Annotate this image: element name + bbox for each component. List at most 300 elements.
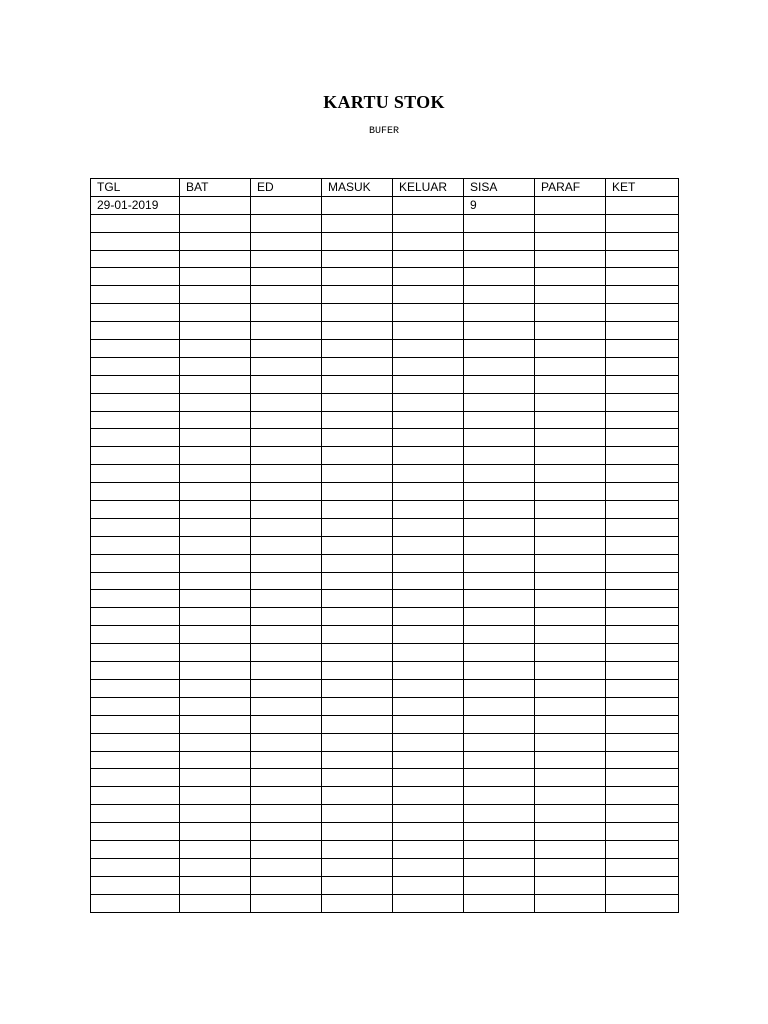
table-cell [180,840,251,858]
table-row [91,232,679,250]
table-cell [606,679,679,697]
table-cell [393,483,464,501]
table-cell [91,483,180,501]
table-row [91,411,679,429]
table-row [91,626,679,644]
table-cell [606,250,679,268]
table-cell [464,662,535,680]
table-cell [91,232,180,250]
table-cell [91,894,180,912]
table-cell [606,411,679,429]
table-cell [322,608,393,626]
table-row [91,608,679,626]
table-cell [91,393,180,411]
table-cell [322,894,393,912]
table-cell [180,554,251,572]
table-cell [251,590,322,608]
table-cell [535,411,606,429]
table-row [91,679,679,697]
table-cell [91,518,180,536]
table-cell [464,375,535,393]
table-cell [251,483,322,501]
table-cell [464,572,535,590]
table-cell [251,733,322,751]
table-cell [535,840,606,858]
table-cell [606,787,679,805]
table-cell [91,733,180,751]
table-cell [464,805,535,823]
table-cell [322,393,393,411]
table-row [91,787,679,805]
table-cell [535,536,606,554]
table-row [91,805,679,823]
table-cell [393,715,464,733]
table-cell [251,769,322,787]
table-cell [322,554,393,572]
table-cell [464,483,535,501]
table-cell [180,340,251,358]
table-cell [322,733,393,751]
table-cell [180,268,251,286]
table-cell [251,447,322,465]
table-cell [180,375,251,393]
table-cell [535,626,606,644]
table-cell [535,483,606,501]
table-cell [251,662,322,680]
table-cell [180,644,251,662]
table-cell [393,322,464,340]
column-header-ket: KET [606,179,679,197]
table-cell [251,608,322,626]
table-row [91,644,679,662]
table-cell [322,787,393,805]
table-cell [535,196,606,214]
table-cell [251,340,322,358]
table-cell [535,787,606,805]
table-cell [393,787,464,805]
table-row [91,572,679,590]
table-cell [322,268,393,286]
table-cell [91,572,180,590]
table-cell [180,608,251,626]
table-cell [464,787,535,805]
table-cell [180,715,251,733]
table-cell [180,322,251,340]
table-cell [251,375,322,393]
table-cell [606,232,679,250]
table-cell [322,823,393,841]
table-cell [91,375,180,393]
table-cell [251,232,322,250]
table-cell [606,769,679,787]
table-cell [91,679,180,697]
table-cell [606,483,679,501]
table-cell [464,429,535,447]
table-cell [606,322,679,340]
table-cell [91,357,180,375]
table-cell [180,286,251,304]
table-cell [606,429,679,447]
table-cell [393,465,464,483]
table-cell [464,751,535,769]
table-cell [322,250,393,268]
table-row [91,662,679,680]
table-cell [393,894,464,912]
table-row [91,823,679,841]
table-cell [606,340,679,358]
table-cell [535,894,606,912]
table-row [91,322,679,340]
table-cell [535,751,606,769]
table-cell [180,858,251,876]
table-cell [91,250,180,268]
table-row [91,733,679,751]
table-cell [322,626,393,644]
table-cell [91,858,180,876]
table-cell [180,483,251,501]
table-cell [91,626,180,644]
table-cell [91,286,180,304]
table-cell [535,715,606,733]
table-cell [535,322,606,340]
table-cell [393,304,464,322]
table-cell [180,769,251,787]
table-cell [91,429,180,447]
table-cell [535,518,606,536]
table-cell [393,429,464,447]
table-cell [91,268,180,286]
table-cell [535,733,606,751]
table-cell [606,465,679,483]
table-cell [464,268,535,286]
table-cell [91,590,180,608]
table-cell [606,590,679,608]
table-cell [606,840,679,858]
table-cell [535,268,606,286]
table-cell [251,465,322,483]
table-cell [464,715,535,733]
table-cell [464,679,535,697]
table-cell [464,501,535,519]
document-subtitle: BUFER [368,126,399,137]
table-cell [606,644,679,662]
table-cell [535,697,606,715]
table-cell [535,393,606,411]
table-cell [251,536,322,554]
table-cell [393,590,464,608]
table-cell [393,626,464,644]
column-header-keluar: KELUAR [393,179,464,197]
table-cell [535,590,606,608]
table-cell [251,411,322,429]
table-cell [535,572,606,590]
table-cell [464,357,535,375]
table-cell [606,715,679,733]
table-cell [91,536,180,554]
table-cell [393,375,464,393]
table-cell [606,554,679,572]
table-row [91,590,679,608]
table-row [91,286,679,304]
table-cell [464,465,535,483]
table-cell [606,268,679,286]
table-cell [91,554,180,572]
table-cell [393,876,464,894]
table-cell [393,858,464,876]
table-row [91,268,679,286]
table-row [91,536,679,554]
table-cell [251,268,322,286]
table-cell [180,518,251,536]
table-cell [535,858,606,876]
table-cell [393,769,464,787]
table-cell [393,823,464,841]
table-cell [322,340,393,358]
table-cell [464,644,535,662]
table-cell [180,697,251,715]
table-cell [464,876,535,894]
table-cell [393,447,464,465]
table-cell [606,536,679,554]
table-cell [464,214,535,232]
table-cell [606,393,679,411]
table-cell [322,286,393,304]
table-cell [464,840,535,858]
table-cell [606,447,679,465]
table-cell [393,268,464,286]
table-cell [535,375,606,393]
table-cell [91,823,180,841]
table-row [91,340,679,358]
table-cell [535,823,606,841]
table-cell [251,805,322,823]
table-cell [251,840,322,858]
table-cell [393,250,464,268]
table-cell [180,733,251,751]
table-cell [393,214,464,232]
table-cell [322,357,393,375]
table-cell [393,608,464,626]
table-row [91,501,679,519]
table-row [91,894,679,912]
table-cell [180,805,251,823]
column-header-bat: BAT [180,179,251,197]
table-row [91,876,679,894]
table-cell [180,411,251,429]
table-cell [180,196,251,214]
table-row [91,304,679,322]
table-cell [322,858,393,876]
table-cell [322,304,393,322]
table-cell [464,858,535,876]
table-cell [91,465,180,483]
table-header-row [91,179,679,197]
table-cell [180,572,251,590]
table-cell [322,411,393,429]
table-body [91,196,679,912]
table-cell [251,501,322,519]
table-cell [91,214,180,232]
table-cell [251,286,322,304]
table-cell [251,357,322,375]
table-cell [322,447,393,465]
table-cell [535,286,606,304]
table-cell [180,447,251,465]
table-cell [464,304,535,322]
table-cell [180,250,251,268]
table-cell [606,518,679,536]
table-row [91,697,679,715]
document-title: KARTU STOK [323,92,445,112]
table-cell [322,518,393,536]
table-cell [91,787,180,805]
table-cell [251,250,322,268]
table-cell [393,697,464,715]
table-cell [251,214,322,232]
table-cell [606,876,679,894]
column-header-sisa: SISA [464,179,535,197]
table-cell [91,697,180,715]
table-cell [535,644,606,662]
table-row [91,715,679,733]
table-cell [535,769,606,787]
table-cell [606,662,679,680]
table-row [91,840,679,858]
column-header-masuk: MASUK [322,179,393,197]
table-cell [251,393,322,411]
table-cell [91,805,180,823]
table-cell [180,590,251,608]
table-cell [91,608,180,626]
table-cell [91,340,180,358]
table-cell [322,465,393,483]
table-cell: 9 [464,196,535,214]
table-cell [180,429,251,447]
table-cell [606,375,679,393]
table-cell [606,823,679,841]
table-cell [322,536,393,554]
column-header-paraf: PARAF [535,179,606,197]
table-cell [606,501,679,519]
table-cell [251,644,322,662]
table-cell [91,501,180,519]
table-cell [464,697,535,715]
table-row [91,250,679,268]
table-cell [606,608,679,626]
table-row [91,483,679,501]
table-cell [464,518,535,536]
table-cell [322,572,393,590]
table-cell [322,840,393,858]
table-cell [606,805,679,823]
table-cell [251,679,322,697]
table-cell [606,286,679,304]
table-cell [91,662,180,680]
table-cell [393,733,464,751]
table-cell [322,644,393,662]
table-cell [535,876,606,894]
table-row [91,751,679,769]
table-cell [393,411,464,429]
table-cell [393,805,464,823]
table-cell [251,894,322,912]
table-row [91,447,679,465]
table-cell [464,411,535,429]
table-cell [535,662,606,680]
column-header-tgl: TGL [91,179,180,197]
table-cell [393,340,464,358]
table-cell [180,823,251,841]
table-cell [322,679,393,697]
table-cell [606,572,679,590]
table-cell [180,876,251,894]
table-cell [251,697,322,715]
table-cell [322,697,393,715]
table-cell [464,608,535,626]
table-row [91,375,679,393]
table-cell [464,536,535,554]
table-cell [535,340,606,358]
table-cell [91,322,180,340]
table-cell [322,322,393,340]
table-cell [180,357,251,375]
table-row [91,393,679,411]
table-cell [464,554,535,572]
table-cell [535,554,606,572]
table-cell [393,554,464,572]
table-row [91,429,679,447]
table-cell [322,375,393,393]
table-cell [322,214,393,232]
table-cell [464,322,535,340]
table-cell [535,304,606,322]
table-cell [180,304,251,322]
table-cell [464,286,535,304]
table-cell [535,608,606,626]
table-cell [464,340,535,358]
table-cell [322,769,393,787]
table-cell [464,733,535,751]
table-cell [393,393,464,411]
table-cell [464,447,535,465]
table-cell [180,393,251,411]
table-cell [464,626,535,644]
table-cell [393,196,464,214]
table-cell [322,483,393,501]
table-cell [251,787,322,805]
table-cell [606,858,679,876]
table-cell [393,286,464,304]
table-row [91,858,679,876]
table-cell [606,894,679,912]
table-cell [393,232,464,250]
table-cell [322,805,393,823]
table-cell [251,751,322,769]
table-cell [251,858,322,876]
table-cell [180,465,251,483]
table-cell [180,662,251,680]
table-cell [606,304,679,322]
table-cell [393,518,464,536]
table-row [91,518,679,536]
table-cell [180,626,251,644]
table-cell [91,447,180,465]
table-cell [322,590,393,608]
table-cell [393,662,464,680]
table-cell [251,626,322,644]
table-cell [535,679,606,697]
table-cell [464,590,535,608]
